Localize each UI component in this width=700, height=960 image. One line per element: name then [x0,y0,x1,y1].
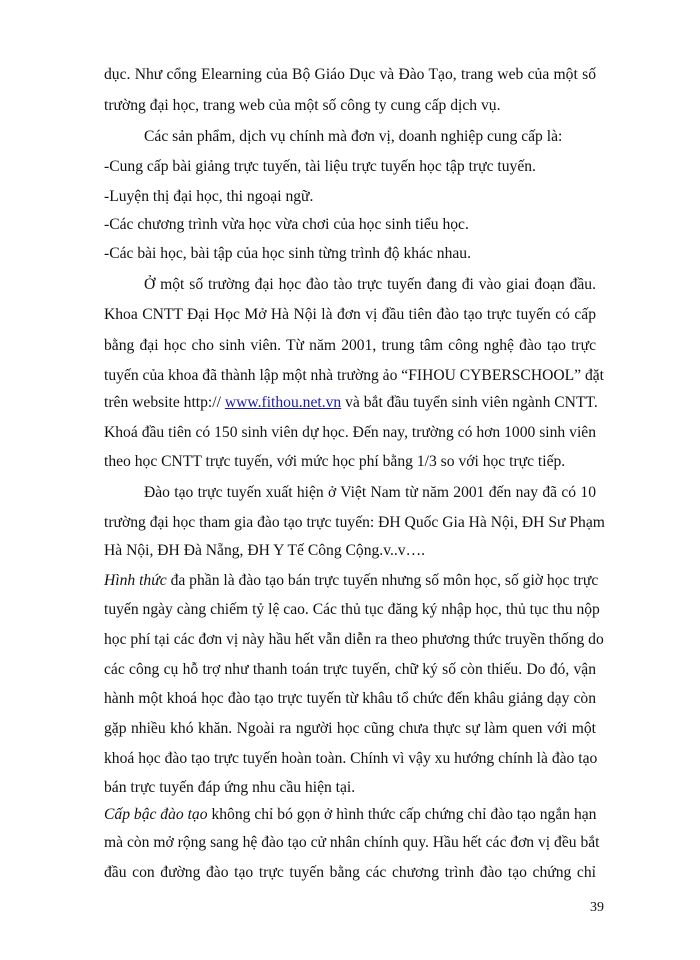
paragraph-line: theo học CNTT trực tuyến, với mức học phí bằng 1/3 so với học trực tiếp. [104,453,566,470]
paragraph-line: gặp nhiều khó khăn. Ngoài ra người học cũng chưa thực sự làm quen với một [104,720,596,737]
paragraph-line: hành một khoá học đào tạo trực tuyến từ khâu tổ chức đến khâu giảng dạy còn [104,690,596,707]
paragraph-line: Khoa CNTT Đại Học Mở Hà Nội là đơn vị đầu tiên đào tạo trực tuyến có cấp [104,306,596,323]
list-item: -Luyện thị đại học, thi ngoại ngữ. [104,188,314,205]
paragraph-line: Hà Nội, ĐH Đà Nẵng, ĐH Y Tế Công Cộng.v..v…. [104,542,426,559]
paragraph-line: Đào tạo trực tuyến xuất hiện ở Việt Nam từ năm 2001 đến nay đã có 10 [144,484,596,501]
paragraph-line [104,570,599,592]
list-item: -Các chương trình vừa học vừa chơi của học sinh tiểu học. [104,216,469,233]
paragraph-line: mà còn mở rộng sang hệ đào tạo cử nhân chính quy. Hầu hết các đơn vị đều bắt [104,834,600,851]
list-item: -Cung cấp bài giảng trực tuyến, tài liệu trực tuyến học tập trực tuyến. [104,158,536,175]
paragraph-line: tuyến của khoa đã thành lập một nhà trường ảo “FIHOU CYBERSCHOOL” đặt [104,367,605,384]
paragraph-line: bằng đại học cho sinh viên. Từ năm 2001, trung tâm công nghệ đào tạo trực [104,337,596,354]
hinh-thuc-label: Hình thức [104,572,167,589]
cap-bac-label: Cấp bậc đào tạo [104,806,208,823]
paragraph-line: học phí tại các đơn vị này hầu hết vẫn diễn ra theo phương thức truyền thống do [104,631,604,648]
website-prefix: trên website http:// [104,394,221,411]
paragraph-text: đa phần là đào tạo bán trực tuyến nhưng số môn học, số giờ học trực [170,572,599,589]
list-item: -Các bài học, bài tập của học sinh từng trình độ khác nhau. [104,245,472,262]
paragraph-line: đầu con đường đào tạo trực tuyến bằng các chương trình đào tạo chứng chỉ [104,864,596,881]
paragraph-line: Các sản phẩm, dịch vụ chính mà đơn vị, doanh nghiệp cung cấp là: [144,128,563,145]
paragraph-line: trường đại học tham gia đào tạo trực tuyến: ĐH Quốc Gia Hà Nội, ĐH Sư Phạm [104,514,605,531]
paragraph-line [104,392,596,414]
page-number: 39 [590,900,604,915]
paragraph-line: dục. Như cổng Elearning của Bộ Giáo Dục và Đào Tạo, trang web của một số [104,66,596,83]
website-link[interactable]: www.fithou.net.vn [224,394,342,411]
paragraph-line: Ở một số trường đại học đào tào trực tuyến đang đi vào giai đoạn đầu. [144,276,596,293]
paragraph-line: Khoá đầu tiên có 150 sinh viên dự học. Đến nay, trường có hơn 1000 sinh viên [104,424,596,441]
paragraph-line: khoá học đào tạo trực tuyến hoàn toàn. Chính vì vậy xu hướng chính là đào tạo [104,750,598,767]
paragraph-line: trường đại học, trang web của một số công ty cung cấp dịch vụ. [104,97,501,114]
website-suffix: và bắt đầu tuyển sinh viên ngành CNTT. [345,394,598,411]
paragraph-text: không chỉ bó gọn ở hình thức cấp chứng chỉ đào tạo ngắn hạn [211,806,597,823]
paragraph-line: bán trực tuyến đáp ứng nhu cầu hiện tại. [104,779,356,796]
paragraph-line [104,804,596,826]
paragraph-line: các công cụ hỗ trợ như thanh toán trực tuyến, chữ ký số còn thiếu. Do đó, vận [104,661,596,678]
paragraph-line: tuyến ngày càng chiếm tỷ lệ cao. Các thủ tục đăng ký nhập học, thủ tục thu nộp [104,601,600,618]
